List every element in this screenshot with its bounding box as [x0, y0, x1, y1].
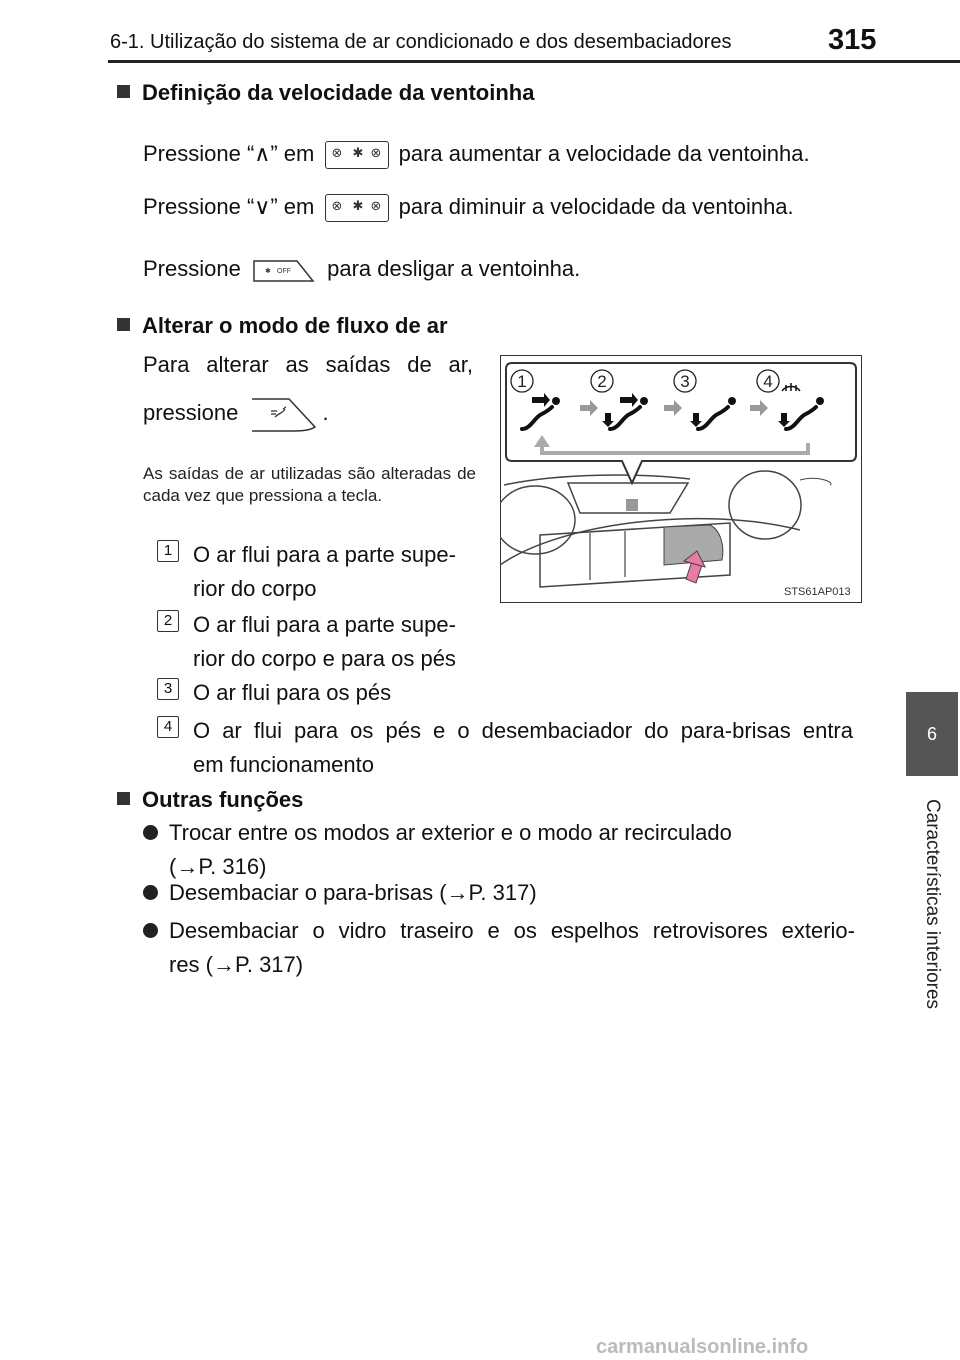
fan-decrease-line	[143, 194, 794, 222]
section-heading-other	[117, 787, 303, 813]
round-bullet-icon	[143, 923, 158, 938]
round-bullet-icon	[143, 825, 158, 840]
list-item-number: 1	[157, 540, 179, 562]
section-heading-airflow	[117, 313, 448, 339]
chapter-tab: 6	[906, 692, 958, 776]
square-bullet-icon	[117, 792, 130, 805]
fan-decrease-text-a: Pressione “∨” em	[143, 194, 315, 219]
list-item-number: 3	[157, 678, 179, 700]
list-item: Desembaciar o vidro traseiro e os espelhos retrovisores exterio- res (→P. 317)	[143, 914, 855, 982]
list-item: 2 O ar flui para a parte supe- rior do corpo e para os pés	[157, 608, 456, 676]
fan-off-key-icon	[251, 257, 317, 283]
fan-speed-key-icon: ⊗ ✱ ⊗	[325, 141, 389, 169]
section-heading-airflow-text: Alterar o modo de fluxo de ar	[142, 313, 448, 338]
list-item-number: 2	[157, 610, 179, 632]
list-item: 4 O ar flui para os pés e o desembaciador do para-brisas entra em funcionamento	[157, 714, 853, 782]
watermark: carmanualsonline.info	[596, 1336, 809, 1358]
square-bullet-icon	[117, 318, 130, 331]
chapter-label-text: Características interiores	[922, 798, 943, 1010]
airflow-mode-key-icon	[249, 395, 319, 433]
fan-increase-text-b: para aumentar a velocidade da ventoinha.	[398, 141, 810, 166]
airflow-intro-a: Para alterar as saídas de ar,	[143, 352, 473, 377]
figure-label-2: 2	[597, 372, 607, 391]
svg-text:✱: ✱	[264, 268, 271, 276]
section-heading-other-text: Outras funções	[142, 787, 304, 812]
fan-decrease-text-b: para diminuir a velocidade da ventoinha.	[398, 194, 794, 219]
running-header: 6-1. Utilização do sistema de ar condicionado e dos desembaciadores	[110, 31, 732, 53]
figure-label-4: 4	[763, 372, 773, 391]
fan-off-line	[143, 256, 580, 283]
list-item-number: 4	[157, 716, 179, 738]
figure-label-3: 3	[680, 372, 690, 391]
figure-label-1: 1	[517, 372, 527, 391]
list-item: 1 O ar flui para a parte supe- rior do corpo	[157, 538, 456, 606]
list-item: Desembaciar o para-brisas (→P. 317)	[143, 876, 537, 910]
list-item: 3 O ar flui para os pés	[157, 676, 391, 710]
fan-increase-line	[143, 141, 810, 169]
chapter-label	[918, 790, 946, 1018]
fan-off-text-a: Pressione	[143, 256, 241, 281]
airflow-intro-line-b	[143, 395, 329, 433]
round-bullet-icon	[143, 885, 158, 900]
figure-caption: STS61AP013	[784, 586, 851, 598]
header-rule	[108, 60, 960, 63]
airflow-note: As saídas de ar utilizadas são alteradas de cada vez que pressiona a tecla.	[143, 464, 476, 505]
list-item: Trocar entre os modos ar exterior e o modo ar recirculado (→P. 316)	[143, 816, 732, 884]
section-heading-fan-text: Definição da velocidade da ventoinha	[142, 80, 535, 105]
airflow-intro-c: .	[322, 399, 329, 425]
airflow-mode-figure	[500, 355, 862, 603]
fan-off-text-b: para desligar a ventoinha.	[327, 256, 581, 281]
section-heading-fan	[117, 80, 534, 106]
fan-speed-key-icon: ⊗ ✱ ⊗	[325, 194, 389, 222]
svg-text:OFF: OFF	[276, 268, 291, 276]
airflow-intro-b: pressione	[143, 399, 239, 425]
fan-increase-text-a: Pressione “∧” em	[143, 141, 315, 166]
page-number: 315	[828, 24, 877, 56]
square-bullet-icon	[117, 85, 130, 98]
